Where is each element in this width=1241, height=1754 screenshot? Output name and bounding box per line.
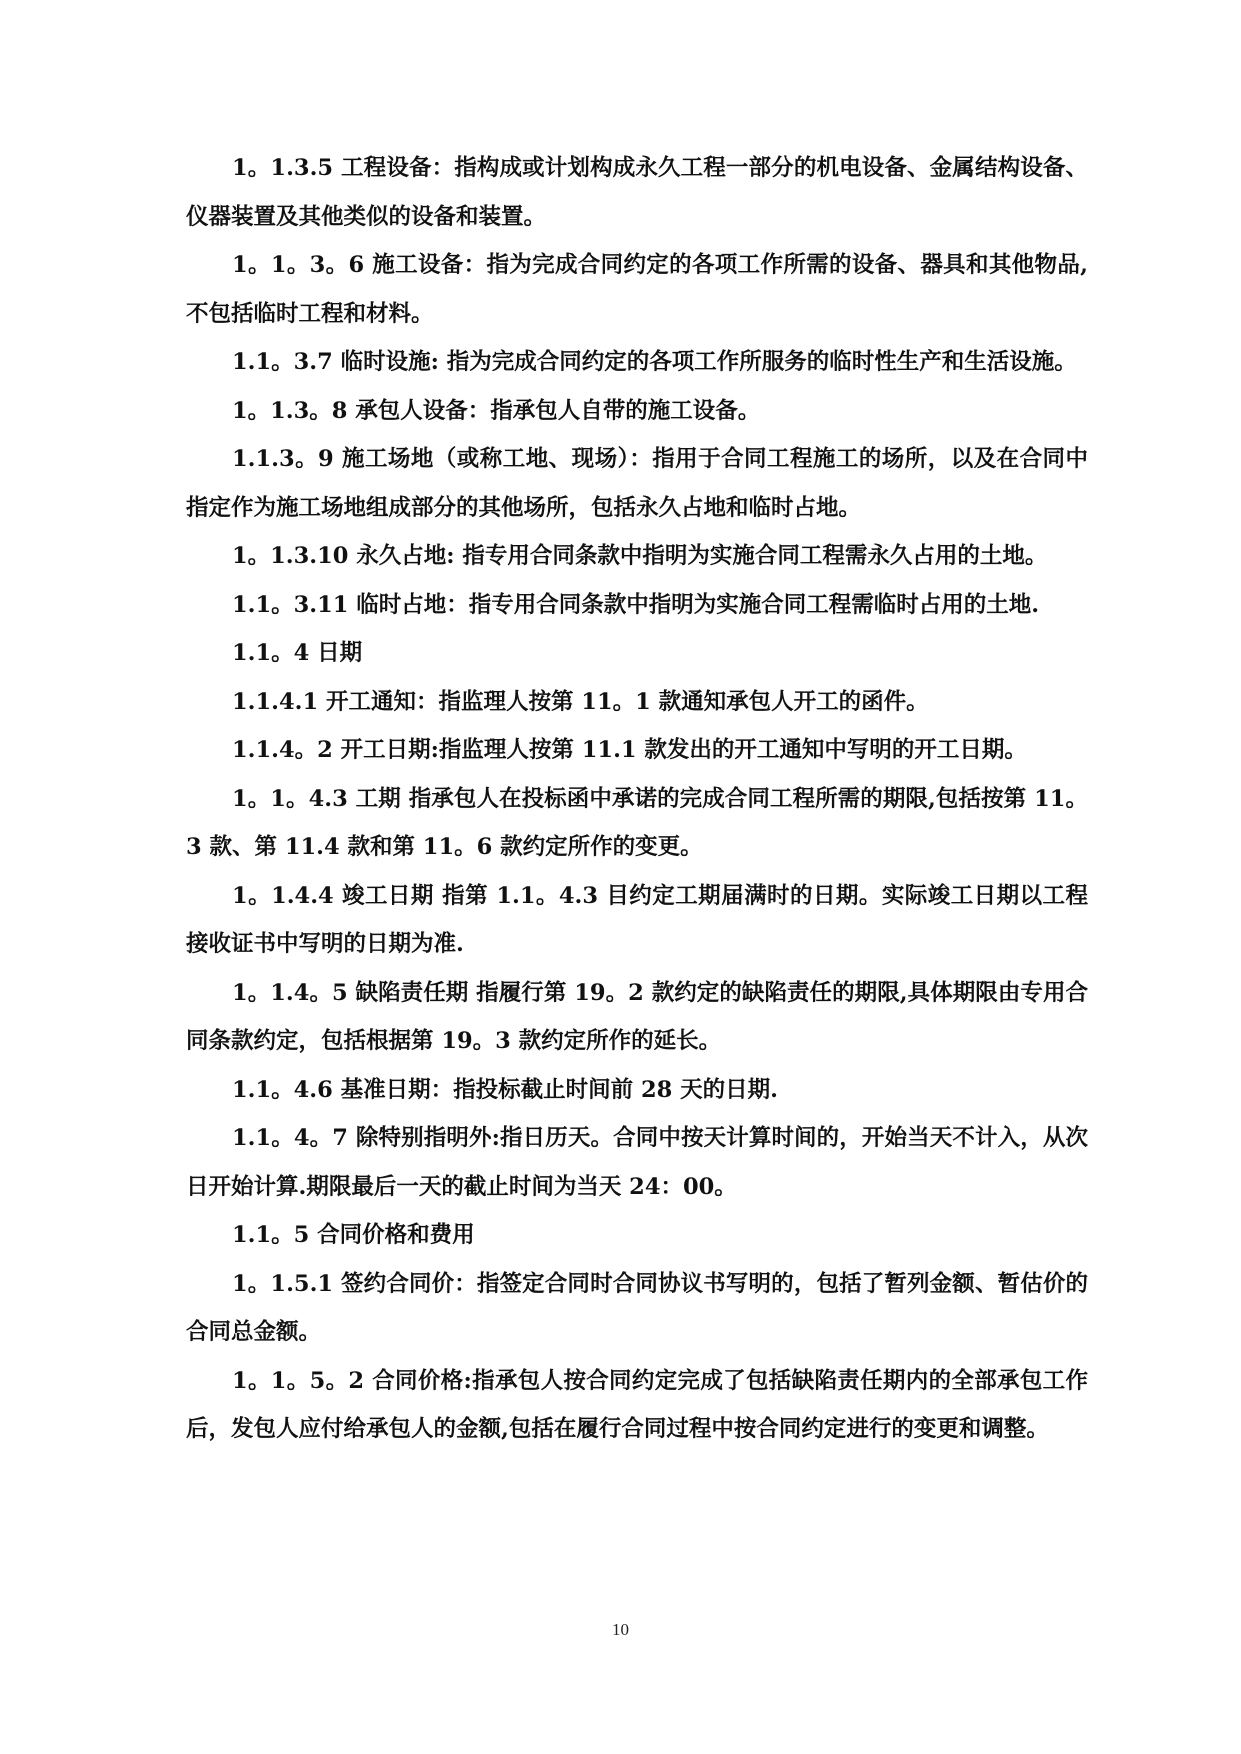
clause-paragraph: 1。1.3。8 承包人设备：指承包人自带的施工设备。 [232, 397, 761, 424]
section-heading: 1.1。4 日期 [232, 640, 363, 666]
clause-paragraph: 1.1。4。7 除特别指明外:指日历天。合同中按天计算时间的，开始当天不计入，从次日开始计算.期限最后一天的截止时间为当天 24：00。 [186, 1125, 1088, 1200]
document-body [186, 144, 1088, 1454]
clause-paragraph: 1.1.4。2 开工日期:指监理人按第 11.1 款发出的开工通知中写明的开工日期。 [232, 737, 1027, 763]
clause-paragraph: 1。1.5.1 签约合同价：指签定合同时合同协议书写明的，包括了暂列金额、暂估价的合同总金额。 [186, 1270, 1088, 1345]
clause-paragraph: 1.1。4.6 基准日期：指投标截止时间前 28 天的日期. [232, 1076, 778, 1103]
clause-paragraph: 1。1。5。2 合同价格:指承包人按合同约定完成了包括缺陷责任期内的全部承包工作后，发包人应付给承包人的金额,包括在履行合同过程中按合同约定进行的变更和调整。 [186, 1367, 1088, 1442]
clause-paragraph: 1.1.4.1 开工通知：指监理人按第 11。1 款通知承包人开工的函件。 [232, 688, 929, 715]
clause-paragraph: 1.1.3。9 施工场地（或称工地、现场）：指用于合同工程施工的场所，以及在合同中指定作为施工场地组成部分的其他场所，包括永久占地和临时占地。 [186, 446, 1088, 521]
clause-paragraph: 1.1。3.7 临时设施: 指为完成合同约定的各项工作所服务的临时性生产和生活设施。 [232, 349, 1077, 375]
section-heading: 1.1。5 合同价格和费用 [232, 1222, 475, 1248]
clause-paragraph: 1。1.4。5 缺陷责任期 指履行第 19。2 款约定的缺陷责任的期限,具体期限由专用合同条款约定，包括根据第 19。3 款约定所作的延长。 [186, 979, 1088, 1054]
clause-paragraph: 1。1.4.4 竣工日期 指第 1.1。4.3 目约定工期届满时的日期。实际竣工日期以工程接收证书中写明的日期为准. [186, 882, 1088, 957]
page-number: 10 [612, 1620, 629, 1639]
clause-paragraph: 1。1.3.10 永久占地: 指专用合同条款中指明为实施合同工程需永久占用的土地。 [232, 543, 1048, 569]
clause-paragraph: 1.1。3.11 临时占地：指专用合同条款中指明为实施合同工程需临时占用的土地. [232, 591, 1040, 618]
clause-paragraph: 1。1.3.5 工程设备：指构成或计划构成永久工程一部分的机电设备、金属结构设备、仪器装置及其他类似的设备和装置。 [186, 155, 1088, 230]
clause-paragraph: 1。1。3。6 施工设备：指为完成合同约定的各项工作所需的设备、器具和其他物品,不包括临时工程和材料。 [186, 252, 1088, 327]
clause-paragraph: 1。1。4.3 工期 指承包人在投标函中承诺的完成合同工程所需的期限,包括按第 11。3 款、第 11.4 款和第 11。6 款约定所作的变更。 [186, 785, 1088, 860]
